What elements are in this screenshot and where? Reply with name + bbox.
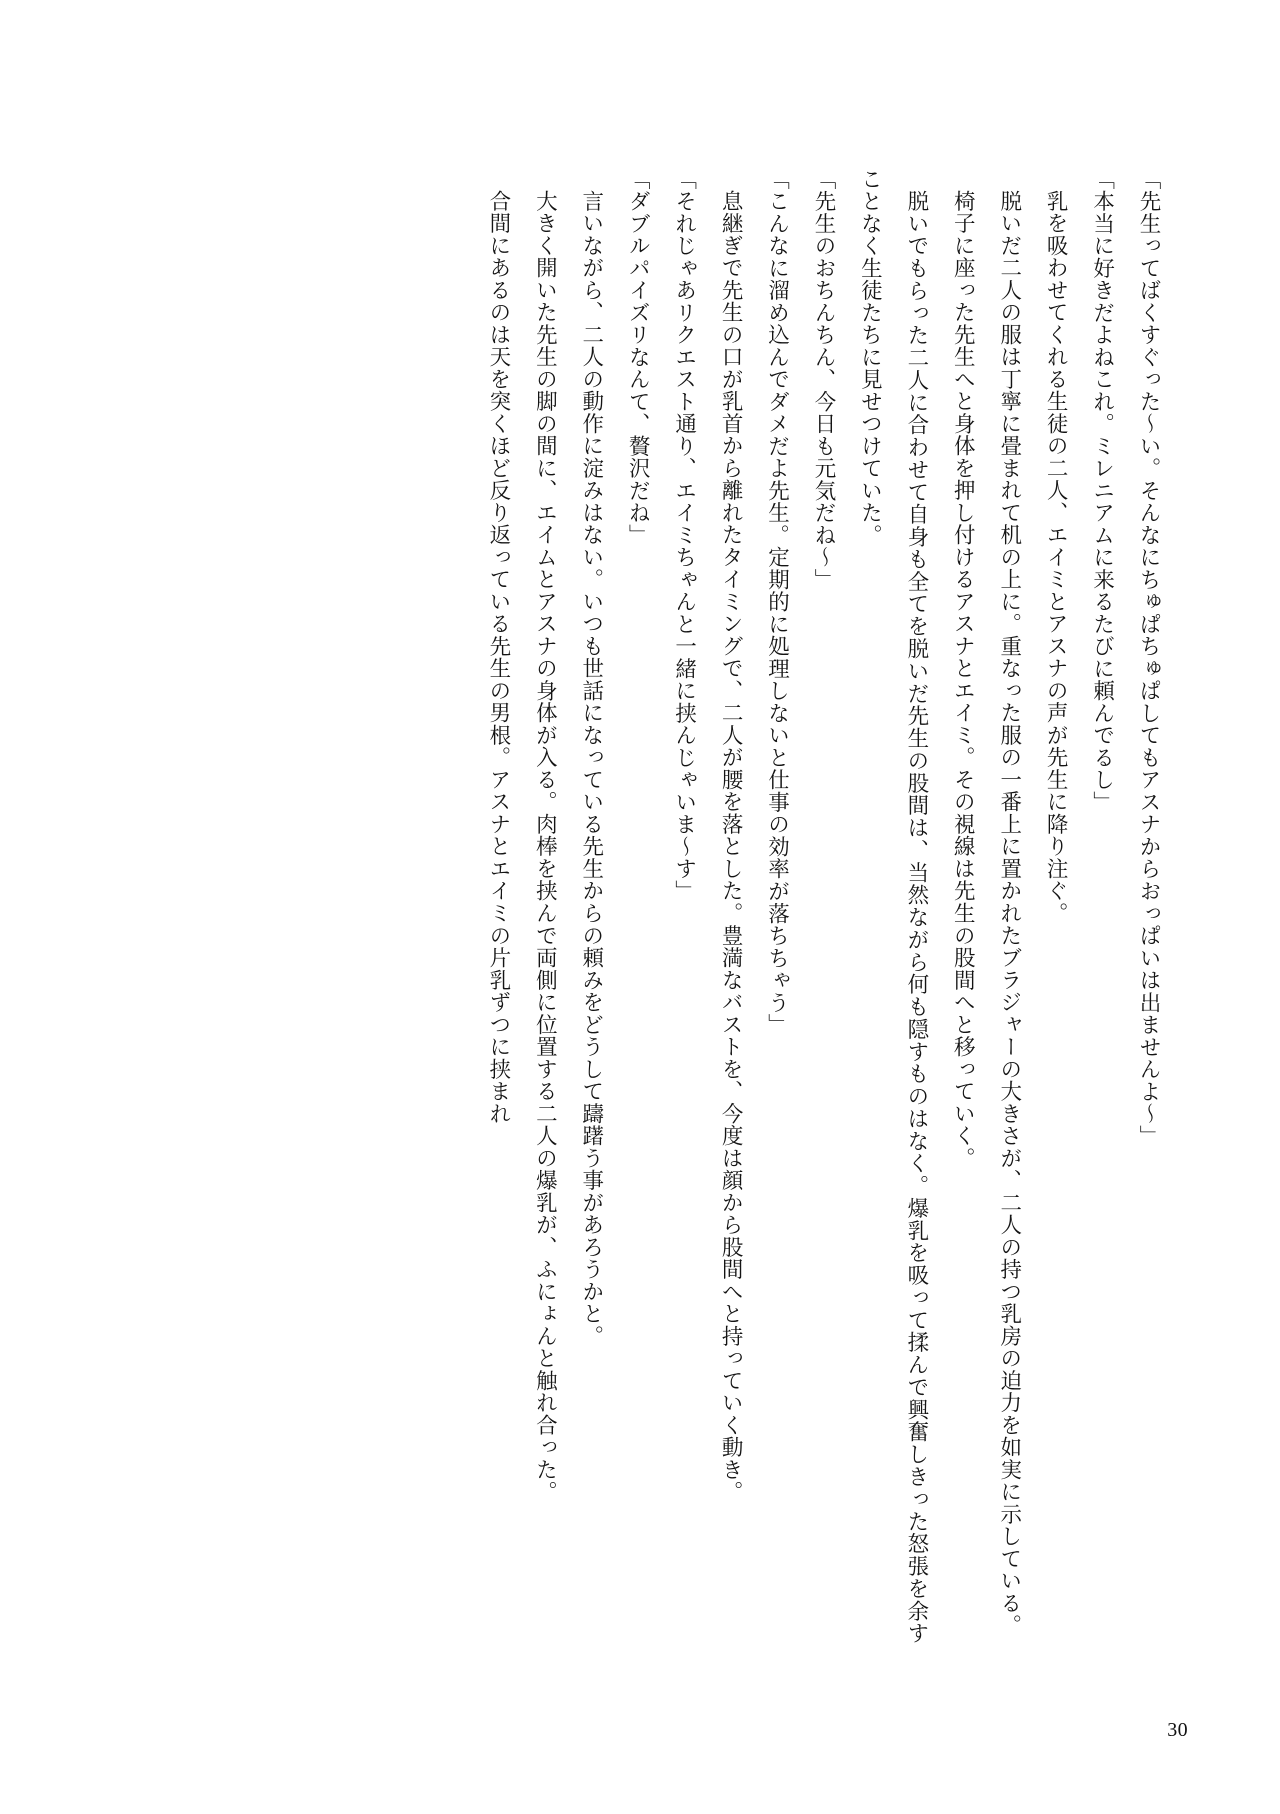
paragraph: 脱いだ二人の服は丁寧に畳まれて机の上に。重なった服の一番上に置かれたブラジャーの大きさが、二人の持つ乳房の迫力を如実に示している。 xyxy=(997,189,1022,1636)
paragraph: 「本当に好きだよねこれ。ミレニアムに来るたびに頼んでるし」 xyxy=(1090,168,1115,814)
paragraph: 椅子に座った先生へと身体を押し付けるアスナとエイミ。その視線は先生の股間へと移っていく。 xyxy=(951,189,976,1169)
paragraph: 「ダブルパイズリなんて、贅沢だね」 xyxy=(626,168,651,547)
paragraph: 言いながら、二人の動作に淀みはない。いつも世話になっている先生からの頼みをどうして躊躇う事があろうかと。 xyxy=(579,189,604,1347)
paragraph: 「こんなに溜め込んでダメだよ先生。定期的に処理しないと仕事の効率が落ちちゃう」 xyxy=(765,168,790,1036)
paragraph: 息継ぎで先生の口が乳首から離れたタイミングで、二人が腰を落とした。豊満なバストを、今度は顔から股間へと持っていく動き。 xyxy=(719,189,744,1503)
paragraph: 合間にあるのは天を突くほど反り返っている先生の男根。アスナとエイミの片乳ずつに挟まれ xyxy=(486,189,511,1125)
paragraph: 大きく開いた先生の脚の間に、エイムとアスナの身体が入る。肉棒を挟んで両側に位置する二人の爆乳が、ふにょんと触れ合った。 xyxy=(533,189,558,1503)
page-number: 30 xyxy=(1167,1719,1188,1741)
paragraph: 「先生のおちんちん、今日も元気だね〜」 xyxy=(811,168,836,591)
paragraph: 「先生ってばくすぐった〜い。そんなにちゅぱちゅぱしてもアスナからおっぱいは出ませんよ〜」 xyxy=(1137,168,1161,1148)
body-text-block xyxy=(150,168,1172,1644)
paragraph: 脱いでもらった二人に合わせて自身も全てを脱いだ先生の股間は、当然ながら何も隠すものはなく。爆乳を吸って揉んで興奮しきった怒張を余すことなく生徒たちに見せつけていた。 xyxy=(858,168,929,1644)
paragraph: 乳を吸わせてくれる生徒の二人、エイミとアスナの声が先生に降り注ぐ。 xyxy=(1044,189,1069,924)
paragraph: 「それじゃあリクエスト通り、エイミちゃんと一緒に挟んじゃいま〜す」 xyxy=(672,168,697,903)
